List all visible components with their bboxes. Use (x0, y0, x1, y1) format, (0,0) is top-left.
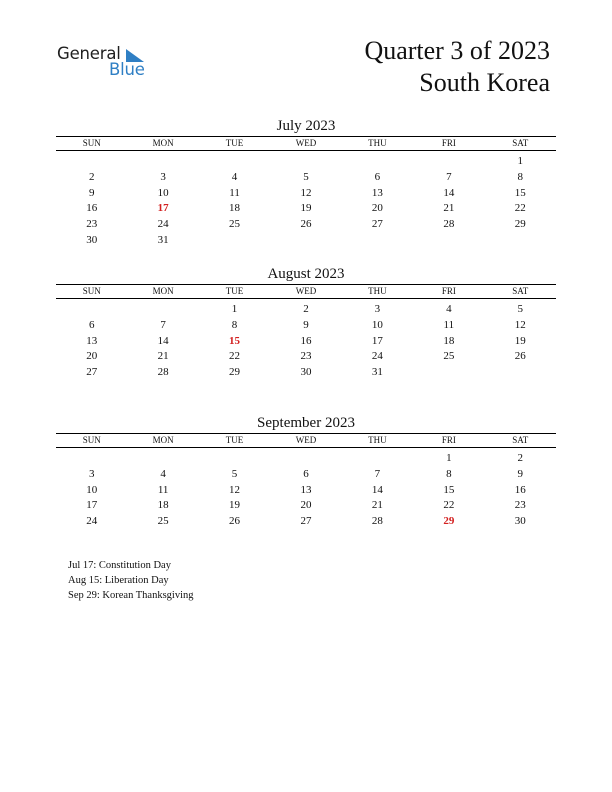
week-row (56, 334, 556, 350)
day-cell: 24 (157, 218, 169, 231)
empty-day-cell (413, 151, 484, 170)
calendar-grid (56, 284, 556, 381)
page-title: Quarter 3 of 2023 (364, 36, 550, 65)
day-cell: 26 (514, 350, 526, 363)
day-cell: 9 (88, 186, 95, 199)
day-cell: 30 (514, 515, 526, 528)
empty-day-cell (199, 448, 270, 467)
weekday-header: WED (270, 434, 341, 448)
weekday-header: WED (270, 137, 341, 151)
empty-day-cell (413, 233, 484, 249)
weekday-header: THU (342, 285, 413, 299)
empty-day-cell (342, 151, 413, 170)
empty-day-cell (342, 448, 413, 467)
holiday-day-cell: 17 (157, 202, 169, 215)
weekday-header: MON (127, 285, 198, 299)
calendar-grid (56, 136, 556, 249)
weekday-header: TUE (199, 285, 270, 299)
day-cell: 14 (157, 334, 169, 347)
day-cell: 23 (300, 350, 312, 363)
day-cell: 27 (86, 366, 98, 379)
day-cell: 27 (300, 515, 312, 528)
day-cell: 20 (86, 350, 98, 363)
calendar-grid (56, 433, 556, 530)
day-cell: 12 (229, 483, 241, 496)
holiday-note: Sep 29: Korean Thanksgiving (68, 590, 194, 601)
empty-day-cell (56, 151, 127, 170)
day-cell: 3 (374, 303, 381, 315)
day-cell: 18 (229, 202, 241, 215)
empty-day-cell (56, 299, 127, 318)
day-cell: 21 (443, 202, 455, 215)
day-cell: 23 (514, 499, 526, 512)
holiday-note: Jul 17: Constitution Day (68, 560, 171, 571)
day-cell: 17 (86, 499, 98, 512)
day-cell: 10 (371, 318, 383, 331)
empty-day-cell (127, 448, 198, 467)
day-cell: 18 (157, 499, 169, 512)
week-row (56, 365, 556, 381)
weekday-header: MON (127, 137, 198, 151)
day-cell: 1 (231, 303, 238, 315)
day-cell: 2 (88, 170, 95, 183)
day-cell: 14 (443, 186, 455, 199)
day-cell: 12 (514, 318, 526, 331)
week-row (56, 201, 556, 217)
day-cell: 1 (446, 452, 452, 464)
day-cell: 24 (86, 515, 98, 528)
day-cell: 8 (517, 170, 524, 183)
day-cell: 7 (446, 170, 452, 183)
day-cell: 16 (514, 483, 526, 496)
day-cell: 10 (157, 186, 169, 199)
week-row (56, 467, 556, 483)
month-title: July 2023 (276, 118, 336, 134)
day-cell: 6 (374, 170, 381, 183)
day-cell: 26 (300, 218, 312, 231)
day-cell: 8 (231, 318, 238, 331)
day-cell: 30 (300, 366, 312, 379)
day-cell: 29 (229, 366, 241, 379)
empty-day-cell (342, 233, 413, 249)
weekday-header: TUE (199, 434, 270, 448)
week-row (56, 349, 556, 365)
month-august (56, 264, 556, 381)
day-cell: 22 (229, 350, 241, 363)
day-cell: 17 (371, 334, 383, 347)
day-cell: 1 (517, 155, 524, 167)
day-cell: 6 (303, 467, 309, 480)
logo-blue-text: Blue (109, 60, 145, 79)
title-block (364, 35, 550, 99)
empty-day-cell (56, 448, 127, 467)
day-cell: 4 (160, 467, 166, 480)
week-row (56, 299, 556, 318)
day-cell: 21 (371, 499, 383, 512)
day-cell: 2 (517, 452, 524, 464)
empty-day-cell (270, 151, 341, 170)
empty-day-cell (127, 299, 198, 318)
week-row (56, 483, 556, 499)
week-row (56, 233, 556, 249)
day-cell: 20 (300, 499, 312, 512)
weekday-header: THU (342, 434, 413, 448)
day-cell: 19 (514, 334, 526, 347)
empty-day-cell (270, 448, 341, 467)
day-cell: 11 (443, 318, 455, 331)
holiday-note: Aug 15: Liberation Day (68, 575, 169, 586)
week-row (56, 448, 556, 467)
day-cell: 22 (443, 499, 455, 512)
day-cell: 20 (371, 202, 383, 215)
day-cell: 25 (229, 218, 241, 231)
day-cell: 2 (303, 303, 309, 315)
day-cell: 7 (160, 318, 166, 331)
day-cell: 23 (86, 218, 98, 231)
month-july (56, 116, 556, 249)
week-row (56, 151, 556, 170)
weekday-header: THU (342, 137, 413, 151)
day-cell: 15 (443, 483, 455, 496)
weekday-header: SAT (485, 137, 556, 151)
week-row (56, 318, 556, 334)
weekday-header: TUE (199, 137, 270, 151)
logo (57, 44, 167, 84)
day-cell: 5 (231, 467, 238, 480)
day-cell: 24 (371, 350, 383, 363)
day-cell: 5 (303, 170, 309, 183)
day-cell: 18 (443, 334, 455, 347)
day-cell: 11 (157, 483, 169, 496)
empty-day-cell (270, 233, 341, 249)
week-row (56, 217, 556, 233)
month-title: August 2023 (267, 266, 345, 282)
day-cell: 8 (446, 467, 452, 480)
weekday-header: SUN (56, 434, 127, 448)
day-cell: 28 (157, 366, 169, 379)
week-row (56, 170, 556, 186)
day-cell: 5 (517, 303, 524, 315)
day-cell: 31 (157, 233, 169, 246)
day-cell: 19 (229, 499, 241, 512)
empty-day-cell (485, 233, 556, 249)
day-cell: 9 (517, 467, 524, 480)
day-cell: 12 (300, 186, 312, 199)
month-title: September 2023 (257, 415, 355, 431)
weekday-header: FRI (413, 137, 484, 151)
day-cell: 19 (300, 202, 312, 215)
empty-day-cell (127, 151, 198, 170)
day-cell: 21 (157, 350, 169, 363)
month-september (56, 413, 556, 530)
weekday-header: MON (127, 434, 198, 448)
day-cell: 25 (157, 515, 169, 528)
day-cell: 14 (371, 483, 383, 496)
empty-day-cell (413, 365, 484, 381)
day-cell: 30 (86, 233, 98, 246)
logo-general-text: General (57, 44, 121, 63)
weekday-header: FRI (413, 434, 484, 448)
day-cell: 4 (446, 303, 452, 315)
day-cell: 3 (160, 170, 166, 183)
day-cell: 7 (374, 467, 381, 480)
day-cell: 10 (86, 483, 98, 496)
day-cell: 16 (300, 334, 312, 347)
weekday-header: SAT (485, 434, 556, 448)
weekday-header: FRI (413, 285, 484, 299)
empty-day-cell (199, 151, 270, 170)
day-cell: 27 (371, 218, 383, 231)
day-cell: 15 (514, 186, 526, 199)
day-cell: 28 (371, 515, 383, 528)
day-cell: 13 (86, 334, 98, 347)
day-cell: 29 (514, 218, 526, 231)
day-cell: 4 (231, 170, 238, 183)
holiday-day-cell: 29 (443, 515, 455, 528)
week-row (56, 498, 556, 514)
empty-day-cell (199, 233, 270, 249)
empty-day-cell (485, 365, 556, 381)
day-cell: 31 (371, 366, 383, 379)
holiday-notes (68, 558, 194, 603)
day-cell: 26 (229, 515, 241, 528)
weekday-header: SUN (56, 137, 127, 151)
day-cell: 3 (88, 467, 95, 480)
day-cell: 13 (371, 186, 383, 199)
week-row (56, 186, 556, 202)
day-cell: 11 (229, 186, 240, 199)
day-cell: 9 (303, 318, 309, 331)
weekday-header: WED (270, 285, 341, 299)
holiday-day-cell: 15 (229, 334, 241, 347)
weekday-header: SUN (56, 285, 127, 299)
day-cell: 25 (443, 350, 455, 363)
page-subtitle: South Korea (419, 68, 550, 97)
day-cell: 16 (86, 202, 98, 215)
day-cell: 6 (88, 318, 95, 331)
day-cell: 28 (443, 218, 455, 231)
week-row (56, 514, 556, 530)
weekday-header: SAT (485, 285, 556, 299)
day-cell: 13 (300, 483, 312, 496)
day-cell: 22 (514, 202, 526, 215)
